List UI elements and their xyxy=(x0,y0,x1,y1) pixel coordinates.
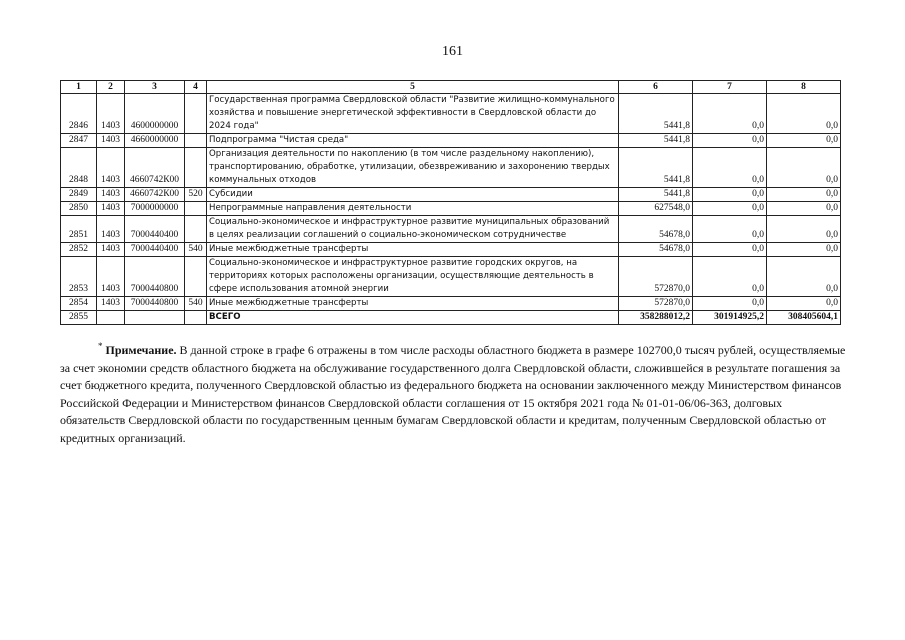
amount-col7-cell: 0,0 xyxy=(693,188,767,202)
row-number-cell: 2855 xyxy=(61,311,97,325)
section-code-cell: 1403 xyxy=(97,216,125,243)
table-row xyxy=(61,257,841,297)
target-code-cell: 4660742К00 xyxy=(125,148,185,188)
budget-table xyxy=(60,80,841,325)
expense-type-cell xyxy=(185,202,207,216)
amount-col6-cell: 5441,8 xyxy=(619,94,693,134)
description-cell: Социально-экономическое и инфраструктурное развитие муниципальных образований в целях реализации соглашений о социально-экономическом сотрудничестве xyxy=(207,216,619,243)
amount-col8-cell: 0,0 xyxy=(767,216,841,243)
header-cell: 1 xyxy=(61,81,97,94)
target-code-cell: 4660000000 xyxy=(125,134,185,148)
section-code-cell xyxy=(97,311,125,325)
amount-col6-cell: 54678,0 xyxy=(619,216,693,243)
section-code-cell: 1403 xyxy=(97,148,125,188)
amount-col6-cell: 572870,0 xyxy=(619,297,693,311)
target-code-cell xyxy=(125,311,185,325)
row-number-cell: 2848 xyxy=(61,148,97,188)
row-number-cell: 2847 xyxy=(61,134,97,148)
description-cell: Иные межбюджетные трансферты xyxy=(207,243,619,257)
footnote-paragraph xyxy=(60,342,850,447)
amount-col6-cell: 5441,8 xyxy=(619,188,693,202)
table-total-row xyxy=(61,311,841,325)
header-cell: 2 xyxy=(97,81,125,94)
row-number-cell: 2854 xyxy=(61,297,97,311)
table-row xyxy=(61,216,841,243)
amount-col8-cell: 0,0 xyxy=(767,257,841,297)
amount-col8-cell: 0,0 xyxy=(767,188,841,202)
table-row xyxy=(61,243,841,257)
total-col8-cell: 308405604,1 xyxy=(767,311,841,325)
amount-col6-cell: 5441,8 xyxy=(619,134,693,148)
amount-col8-cell: 0,0 xyxy=(767,148,841,188)
expense-type-cell: 540 xyxy=(185,243,207,257)
section-code-cell: 1403 xyxy=(97,134,125,148)
amount-col7-cell: 0,0 xyxy=(693,148,767,188)
amount-col8-cell: 0,0 xyxy=(767,202,841,216)
target-code-cell: 7000440400 xyxy=(125,243,185,257)
total-col7-cell: 301914925,2 xyxy=(693,311,767,325)
row-number-cell: 2852 xyxy=(61,243,97,257)
expense-type-cell: 520 xyxy=(185,188,207,202)
expense-type-cell: 540 xyxy=(185,297,207,311)
row-number-cell: 2850 xyxy=(61,202,97,216)
total-col6-cell: 358288012,2 xyxy=(619,311,693,325)
table-row xyxy=(61,134,841,148)
section-code-cell: 1403 xyxy=(97,243,125,257)
target-code-cell: 4660742К00 xyxy=(125,188,185,202)
amount-col7-cell: 0,0 xyxy=(693,297,767,311)
section-code-cell: 1403 xyxy=(97,188,125,202)
expense-type-cell xyxy=(185,148,207,188)
row-number-cell: 2849 xyxy=(61,188,97,202)
header-cell: 8 xyxy=(767,81,841,94)
description-cell: Подпрограмма "Чистая среда" xyxy=(207,134,619,148)
expense-type-cell xyxy=(185,257,207,297)
amount-col7-cell: 0,0 xyxy=(693,94,767,134)
header-cell: 4 xyxy=(185,81,207,94)
page-number: 161 xyxy=(442,44,463,59)
amount-col7-cell: 0,0 xyxy=(693,257,767,297)
header-cell: 5 xyxy=(207,81,619,94)
target-code-cell: 7000440800 xyxy=(125,297,185,311)
table-row xyxy=(61,148,841,188)
target-code-cell: 7000000000 xyxy=(125,202,185,216)
section-code-cell: 1403 xyxy=(97,94,125,134)
section-code-cell: 1403 xyxy=(97,257,125,297)
table-row xyxy=(61,297,841,311)
expense-type-cell xyxy=(185,216,207,243)
amount-col8-cell: 0,0 xyxy=(767,134,841,148)
description-cell: Иные межбюджетные трансферты xyxy=(207,297,619,311)
table-row xyxy=(61,202,841,216)
row-number-cell: 2853 xyxy=(61,257,97,297)
amount-col6-cell: 627548,0 xyxy=(619,202,693,216)
description-cell: Государственная программа Свердловской области "Развитие жилищно-коммунального хозяйства и повышение энергетической эффективности в Свердловской области до 2024 года" xyxy=(207,94,619,134)
table-header-row xyxy=(61,81,841,94)
description-cell: Организация деятельности по накоплению (в том числе раздельному накоплению), транспортированию, обработке, утилизации, обезвреживанию и захоронению твердых коммунальных отходов xyxy=(207,148,619,188)
footnote xyxy=(60,342,850,447)
amount-col7-cell: 0,0 xyxy=(693,134,767,148)
table-row xyxy=(61,188,841,202)
target-code-cell: 7000440800 xyxy=(125,257,185,297)
table-row xyxy=(61,94,841,134)
footnote-text: В данной строке в графе 6 отражены в том числе расходы областного бюджета в размере 102700,0 тысяч рублей, осуществляемые за счет экономии средств областного бюджета на обслуживание государственного долга Свердловской области, сложившейся в результате погашения за счет бюджетного кредита, полученного Свердловской областью из федерального бюджета на основании заключенного между Министерством финансов Российской Федерации и Министерством финансов Свердловской области соглашения от 15 октября 2021 года № 01-01-06/06-363, долговых обязательств Свердловской области по государственным ценным бумагам Свердловской области и кредитам, полученным Свердловской областью от кредитных организаций. xyxy=(60,343,846,445)
header-cell: 6 xyxy=(619,81,693,94)
description-cell: Социально-экономическое и инфраструктурное развитие городских округов, на территориях которых расположены организации, осуществляющие деятельность в сфере использования атомной энергии xyxy=(207,257,619,297)
amount-col6-cell: 572870,0 xyxy=(619,257,693,297)
description-cell: Субсидии xyxy=(207,188,619,202)
amount-col7-cell: 0,0 xyxy=(693,202,767,216)
footnote-lead: Примечание. xyxy=(105,343,177,357)
amount-col6-cell: 5441,8 xyxy=(619,148,693,188)
amount-col7-cell: 0,0 xyxy=(693,216,767,243)
total-label-cell: ВСЕГО xyxy=(207,311,619,325)
target-code-cell: 7000440400 xyxy=(125,216,185,243)
amount-col8-cell: 0,0 xyxy=(767,243,841,257)
description-cell: Непрограммные направления деятельности xyxy=(207,202,619,216)
row-number-cell: 2846 xyxy=(61,94,97,134)
header-cell: 3 xyxy=(125,81,185,94)
amount-col8-cell: 0,0 xyxy=(767,297,841,311)
expense-type-cell xyxy=(185,311,207,325)
target-code-cell: 4600000000 xyxy=(125,94,185,134)
expense-type-cell xyxy=(185,134,207,148)
section-code-cell: 1403 xyxy=(97,202,125,216)
section-code-cell: 1403 xyxy=(97,297,125,311)
amount-col8-cell: 0,0 xyxy=(767,94,841,134)
amount-col7-cell: 0,0 xyxy=(693,243,767,257)
footnote-marker: * xyxy=(98,341,103,351)
header-cell: 7 xyxy=(693,81,767,94)
row-number-cell: 2851 xyxy=(61,216,97,243)
expense-type-cell xyxy=(185,94,207,134)
amount-col6-cell: 54678,0 xyxy=(619,243,693,257)
